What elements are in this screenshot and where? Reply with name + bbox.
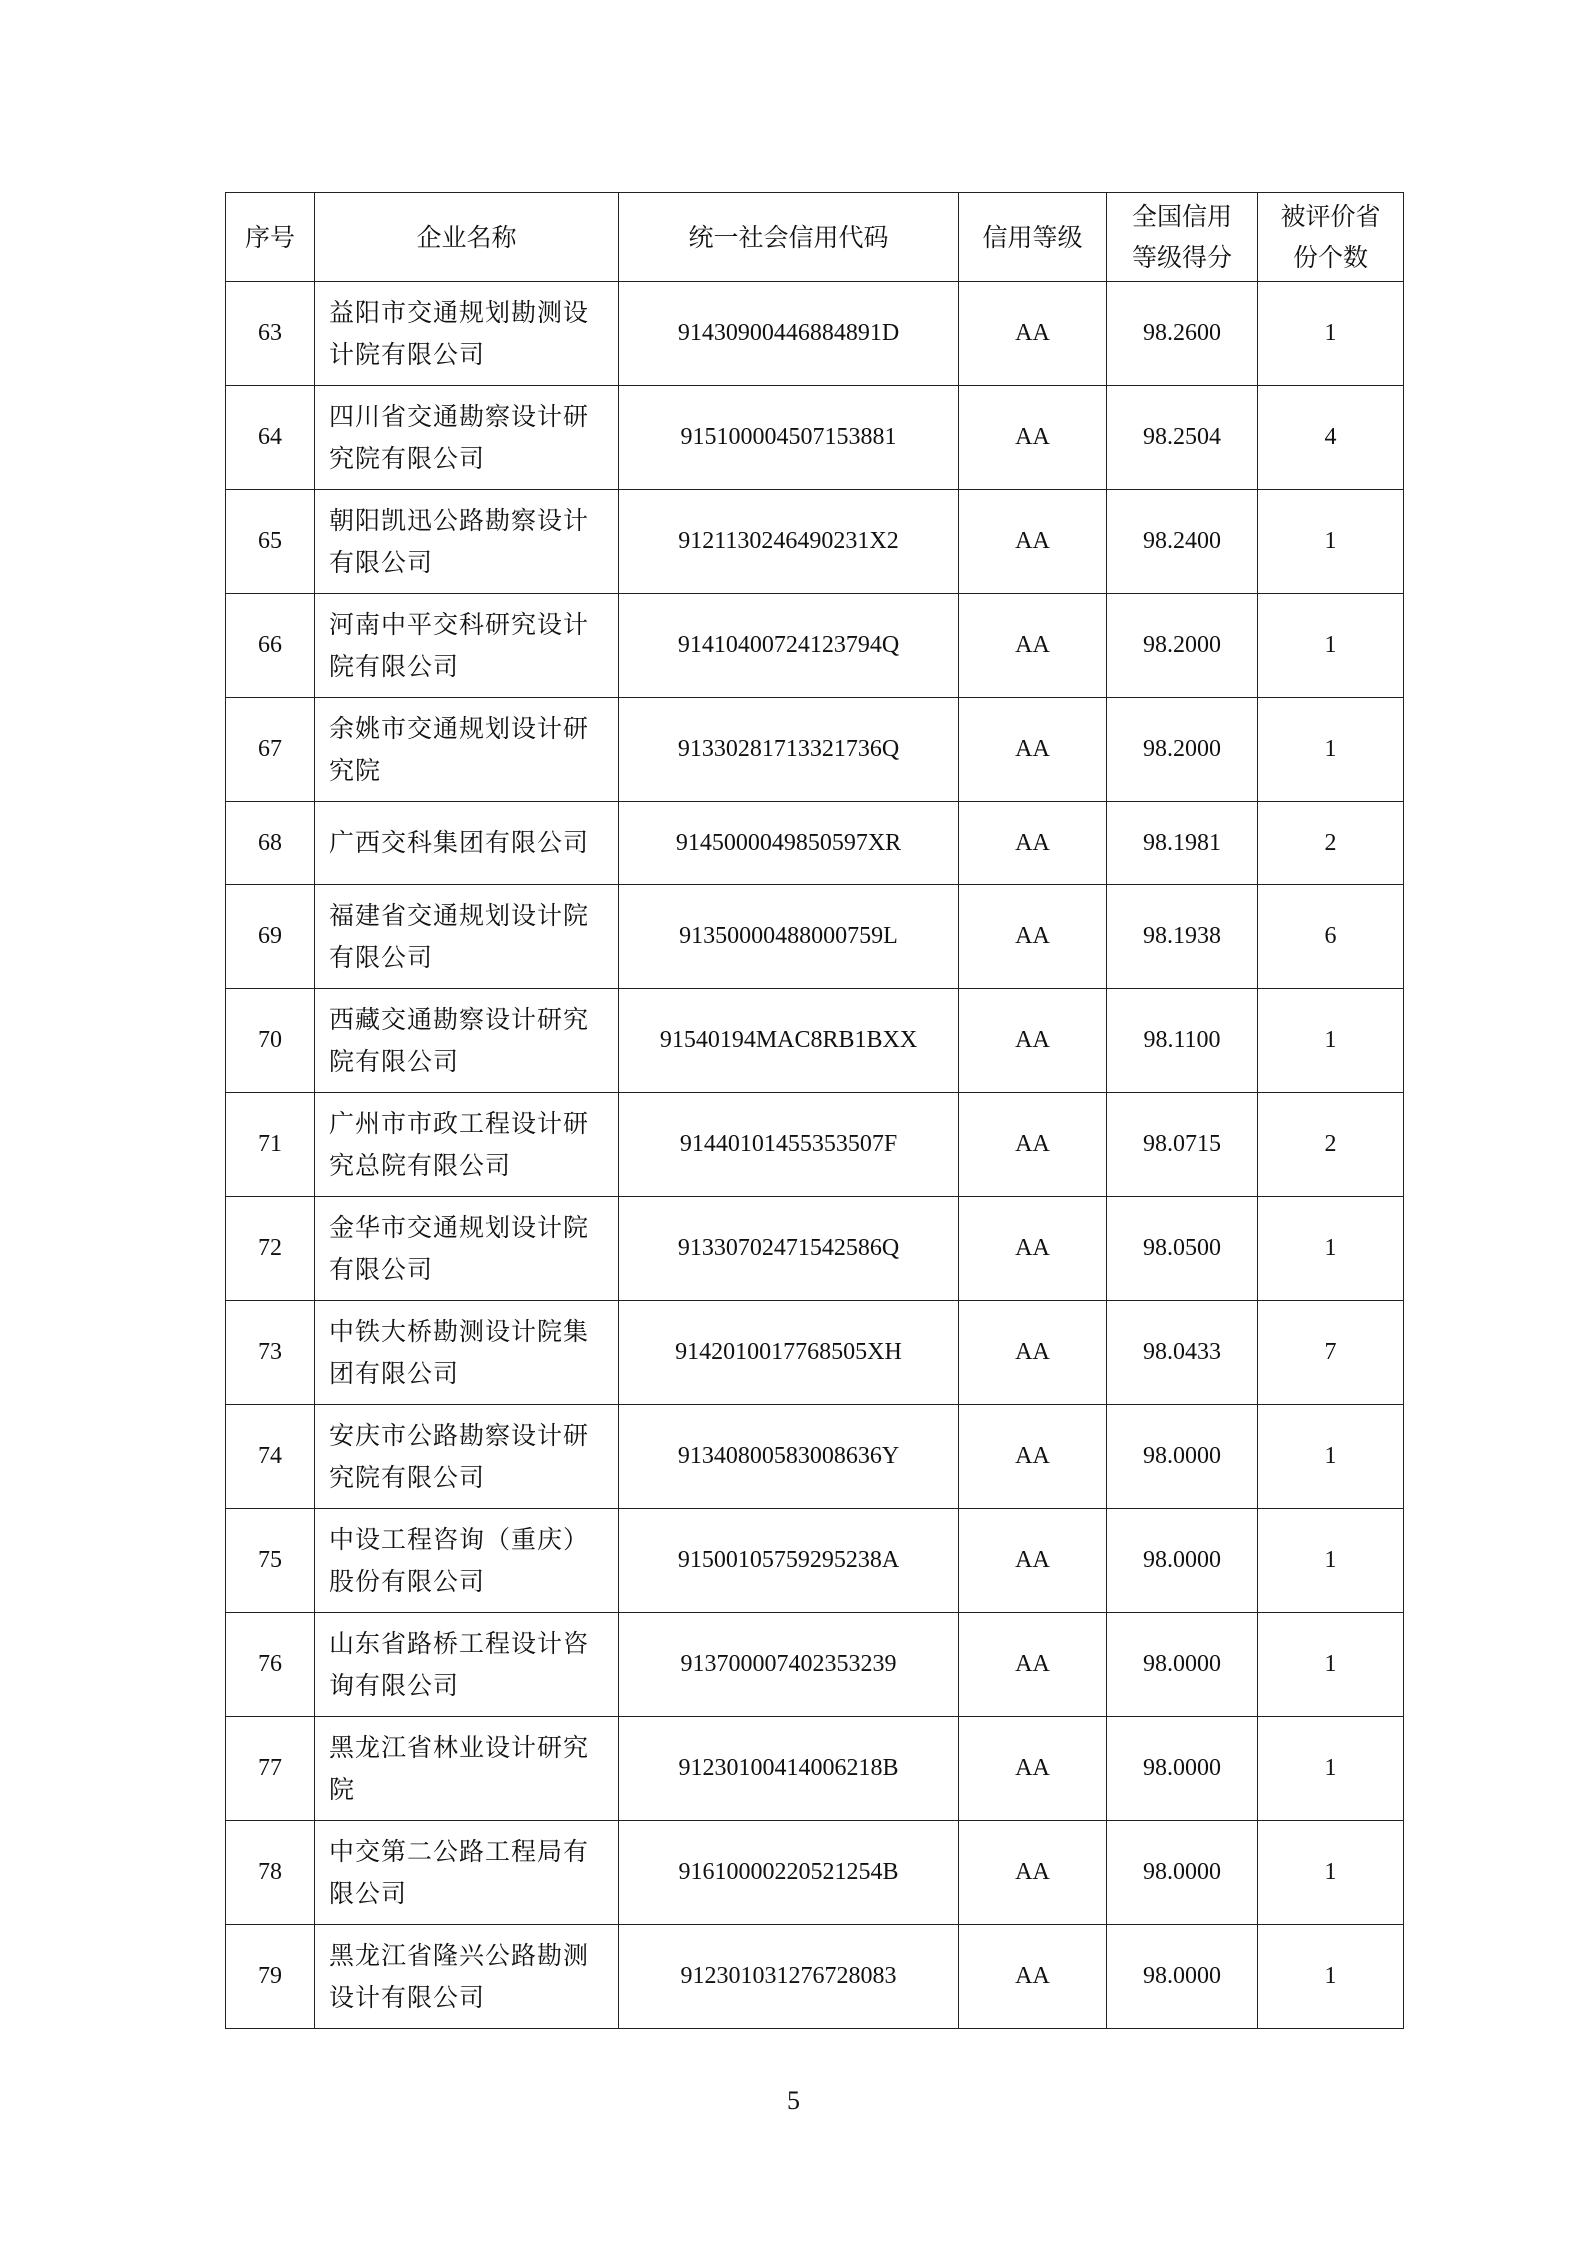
row-score: 98.0500 — [1107, 1197, 1258, 1301]
row-seq: 66 — [226, 594, 315, 698]
table-row — [226, 282, 1404, 386]
row-score: 98.0000 — [1107, 1821, 1258, 1925]
row-score: 98.2400 — [1107, 490, 1258, 594]
row-credit-code: 915100004507153881 — [619, 386, 959, 490]
header-credit-code: 统一社会信用代码 — [619, 193, 959, 282]
row-credit-code: 91610000220521254B — [619, 1821, 959, 1925]
row-score: 98.2504 — [1107, 386, 1258, 490]
table-row — [226, 698, 1404, 802]
row-credit-grade: AA — [959, 1717, 1107, 1821]
row-credit-code: 91440101455353507F — [619, 1093, 959, 1197]
table-row — [226, 386, 1404, 490]
header-score-label: 全国信用等级得分 — [1132, 202, 1233, 272]
row-score: 98.0433 — [1107, 1301, 1258, 1405]
row-seq: 79 — [226, 1925, 315, 2029]
credit-rating-table — [225, 192, 1404, 2029]
row-province-count: 1 — [1258, 698, 1404, 802]
row-credit-grade: AA — [959, 1093, 1107, 1197]
row-credit-code: 91540194MAC8RB1BXX — [619, 989, 959, 1093]
row-company-name: 西藏交通勘察设计研究院有限公司 — [315, 989, 619, 1093]
row-credit-code: 913700007402353239 — [619, 1613, 959, 1717]
row-score: 98.1981 — [1107, 802, 1258, 885]
row-score: 98.2000 — [1107, 698, 1258, 802]
row-credit-code: 91500105759295238A — [619, 1509, 959, 1613]
row-seq: 70 — [226, 989, 315, 1093]
row-province-count: 1 — [1258, 1613, 1404, 1717]
row-seq: 69 — [226, 885, 315, 989]
row-company-name: 安庆市公路勘察设计研究院有限公司 — [315, 1405, 619, 1509]
row-province-count: 2 — [1258, 1093, 1404, 1197]
row-credit-code: 91410400724123794Q — [619, 594, 959, 698]
row-company-name: 朝阳凯迅公路勘察设计有限公司 — [315, 490, 619, 594]
row-credit-grade: AA — [959, 698, 1107, 802]
row-credit-grade: AA — [959, 802, 1107, 885]
row-credit-code: 91330281713321736Q — [619, 698, 959, 802]
row-credit-code: 91230100414006218B — [619, 1717, 959, 1821]
table-row — [226, 1093, 1404, 1197]
row-company-name: 中交第二公路工程局有限公司 — [315, 1821, 619, 1925]
row-province-count: 1 — [1258, 1509, 1404, 1613]
table-row — [226, 1197, 1404, 1301]
table-row — [226, 1613, 1404, 1717]
row-seq: 75 — [226, 1509, 315, 1613]
row-credit-code: 91430900446884891D — [619, 282, 959, 386]
row-score: 98.0000 — [1107, 1717, 1258, 1821]
row-credit-grade: AA — [959, 1925, 1107, 2029]
row-company-name: 益阳市交通规划勘测设计院有限公司 — [315, 282, 619, 386]
page-number: 5 — [787, 2086, 800, 2115]
row-score: 98.2600 — [1107, 282, 1258, 386]
row-company-name: 中设工程咨询（重庆）股份有限公司 — [315, 1509, 619, 1613]
row-company-name: 广州市市政工程设计研究总院有限公司 — [315, 1093, 619, 1197]
row-seq: 65 — [226, 490, 315, 594]
row-province-count: 7 — [1258, 1301, 1404, 1405]
row-province-count: 1 — [1258, 282, 1404, 386]
row-score: 98.2000 — [1107, 594, 1258, 698]
row-seq: 73 — [226, 1301, 315, 1405]
row-score: 98.0000 — [1107, 1613, 1258, 1717]
table-body — [226, 282, 1404, 2029]
row-credit-code: 9121130246490231X2 — [619, 490, 959, 594]
row-seq: 78 — [226, 1821, 315, 1925]
row-seq: 71 — [226, 1093, 315, 1197]
table-row — [226, 1509, 1404, 1613]
row-seq: 68 — [226, 802, 315, 885]
row-seq: 76 — [226, 1613, 315, 1717]
row-company-name: 福建省交通规划设计院有限公司 — [315, 885, 619, 989]
table-row — [226, 1925, 1404, 2029]
row-credit-grade: AA — [959, 989, 1107, 1093]
row-score: 98.1100 — [1107, 989, 1258, 1093]
table-header-row — [226, 193, 1404, 282]
row-province-count: 1 — [1258, 1925, 1404, 2029]
table-row — [226, 1405, 1404, 1509]
row-credit-grade: AA — [959, 282, 1107, 386]
header-province-count-label: 被评价省份个数 — [1280, 202, 1381, 272]
row-credit-grade: AA — [959, 1613, 1107, 1717]
header-score — [1107, 193, 1258, 282]
table-row — [226, 885, 1404, 989]
row-credit-code: 912301031276728083 — [619, 1925, 959, 2029]
row-credit-grade: AA — [959, 1301, 1107, 1405]
row-score: 98.0000 — [1107, 1405, 1258, 1509]
row-province-count: 1 — [1258, 989, 1404, 1093]
row-company-name: 黑龙江省隆兴公路勘测设计有限公司 — [315, 1925, 619, 2029]
row-credit-code: 9142010017768505XH — [619, 1301, 959, 1405]
header-seq: 序号 — [226, 193, 315, 282]
row-score: 98.1938 — [1107, 885, 1258, 989]
row-company-name: 河南中平交科研究设计院有限公司 — [315, 594, 619, 698]
row-company-name: 金华市交通规划设计院有限公司 — [315, 1197, 619, 1301]
row-seq: 67 — [226, 698, 315, 802]
table-row — [226, 989, 1404, 1093]
row-credit-code: 91350000488000759L — [619, 885, 959, 989]
row-seq: 72 — [226, 1197, 315, 1301]
header-province-count — [1258, 193, 1404, 282]
row-company-name: 四川省交通勘察设计研究院有限公司 — [315, 386, 619, 490]
row-credit-grade: AA — [959, 1197, 1107, 1301]
row-credit-grade: AA — [959, 1821, 1107, 1925]
row-credit-code: 91330702471542586Q — [619, 1197, 959, 1301]
header-company-name: 企业名称 — [315, 193, 619, 282]
table-row — [226, 490, 1404, 594]
row-score: 98.0715 — [1107, 1093, 1258, 1197]
row-credit-grade: AA — [959, 490, 1107, 594]
row-company-name: 余姚市交通规划设计研究院 — [315, 698, 619, 802]
row-province-count: 1 — [1258, 1717, 1404, 1821]
row-province-count: 4 — [1258, 386, 1404, 490]
row-province-count: 1 — [1258, 1405, 1404, 1509]
row-seq: 63 — [226, 282, 315, 386]
row-province-count: 1 — [1258, 1821, 1404, 1925]
row-province-count: 1 — [1258, 594, 1404, 698]
row-credit-code: 91340800583008636Y — [619, 1405, 959, 1509]
row-company-name: 广西交科集团有限公司 — [315, 802, 619, 885]
row-credit-grade: AA — [959, 386, 1107, 490]
row-province-count: 6 — [1258, 885, 1404, 989]
row-company-name: 黑龙江省林业设计研究院 — [315, 1717, 619, 1821]
row-province-count: 1 — [1258, 1197, 1404, 1301]
row-score: 98.0000 — [1107, 1925, 1258, 2029]
table-row — [226, 802, 1404, 885]
row-credit-grade: AA — [959, 1405, 1107, 1509]
row-credit-grade: AA — [959, 594, 1107, 698]
row-province-count: 2 — [1258, 802, 1404, 885]
table-row — [226, 594, 1404, 698]
row-credit-grade: AA — [959, 885, 1107, 989]
row-seq: 74 — [226, 1405, 315, 1509]
row-score: 98.0000 — [1107, 1509, 1258, 1613]
row-credit-grade: AA — [959, 1509, 1107, 1613]
row-province-count: 1 — [1258, 490, 1404, 594]
table-row — [226, 1717, 1404, 1821]
row-seq: 77 — [226, 1717, 315, 1821]
table-row — [226, 1301, 1404, 1405]
header-credit-grade: 信用等级 — [959, 193, 1107, 282]
row-seq: 64 — [226, 386, 315, 490]
row-credit-code: 9145000049850597XR — [619, 802, 959, 885]
table-row — [226, 1821, 1404, 1925]
row-company-name: 山东省路桥工程设计咨询有限公司 — [315, 1613, 619, 1717]
row-company-name: 中铁大桥勘测设计院集团有限公司 — [315, 1301, 619, 1405]
